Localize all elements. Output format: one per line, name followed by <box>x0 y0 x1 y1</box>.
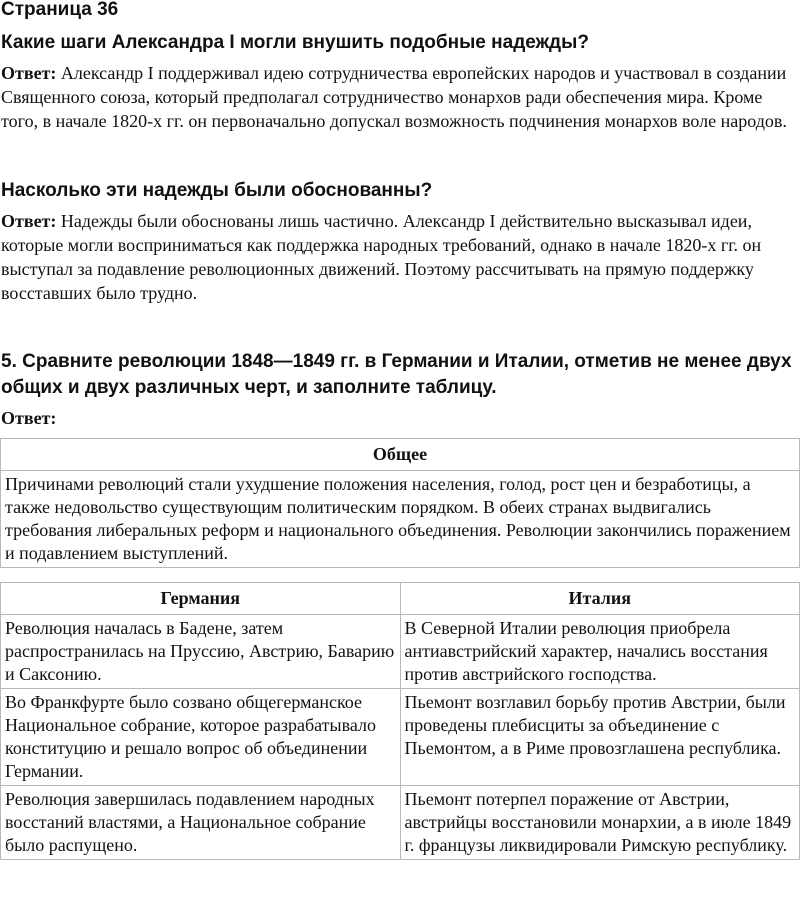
italy-cell: Пьемонт возглавил борьбу против Австрии, были проведены плебисциты за объединение с Пьемонтом, а в Риме провозглашена республика. <box>400 689 800 786</box>
answer-2-text: Надежды были обоснованы лишь частично. Александр I действительно высказывал идеи, которые могли восприниматься как поддержка народных требований, однако в начале 1820-х гг. он выступал за подавление революционных движений. Поэтому рассчитывать на прямую поддержку восставших было трудно. <box>1 211 762 303</box>
common-table-row <box>1 471 800 568</box>
page-title: Страница 36 <box>1 0 119 20</box>
answer-1-text: Александр I поддерживал идею сотрудничества европейских народов и участвовал в создании Священного союза, который предполагал сотрудничество монархов ради обеспечения мира. Кроме того, в начале 1820-х гг. он первоначально допускал возможность подчинения монархов воле народов. <box>1 63 787 131</box>
common-table <box>0 438 800 568</box>
table-row <box>1 615 800 689</box>
question-2: Насколько эти надежды были обоснованны? <box>1 180 433 201</box>
answer-1-label: Ответ: <box>1 63 57 83</box>
question-1: Какие шаги Александра I могли внушить подобные надежды? <box>1 32 589 53</box>
common-table-cell: Причинами революций стали ухудшение положения населения, голод, рост цен и безработицы, а также недовольство существующим политическим порядком. В обеих странах выдвигались требования либеральных реформ и национального объединения. Революции закончились поражением и подавлением выступлений. <box>1 471 800 568</box>
table-row <box>1 786 800 860</box>
question-5: 5. Сравните революции 1848—1849 гг. в Германии и Италии, отметив не менее двух общих и двух различных черт, и заполните таблицу. <box>1 351 792 398</box>
answer-1 <box>0 61 800 133</box>
compare-table-header-row <box>1 583 800 615</box>
germany-cell: Во Франкфурте было созвано общегерманское Национальное собрание, которое разрабатывало конституцию и решало вопрос об объединении Германии. <box>1 689 401 786</box>
compare-header-italy: Италия <box>400 583 800 615</box>
common-table-header-row <box>1 439 800 471</box>
answer-5-label-line <box>0 406 800 430</box>
answer-2-label: Ответ: <box>1 211 57 231</box>
common-table-header: Общее <box>1 439 800 471</box>
answer-5-label: Ответ: <box>1 408 57 428</box>
italy-cell: Пьемонт потерпел поражение от Австрии, австрийцы восстановили монархии, а в июле 1849 г. французы ликвидировали Римскую республику. <box>400 786 800 860</box>
answer-2 <box>0 209 800 305</box>
compare-table <box>0 582 800 860</box>
table-row <box>1 689 800 786</box>
germany-cell: Революция завершилась подавлением народных восстаний властями, а Национальное собрание было распущено. <box>1 786 401 860</box>
italy-cell: В Северной Италии революция приобрела антиавстрийский характер, начались восстания против австрийского господства. <box>400 615 800 689</box>
compare-header-germany: Германия <box>1 583 401 615</box>
germany-cell: Революция началась в Бадене, затем распространилась на Пруссию, Австрию, Баварию и Саксонию. <box>1 615 401 689</box>
